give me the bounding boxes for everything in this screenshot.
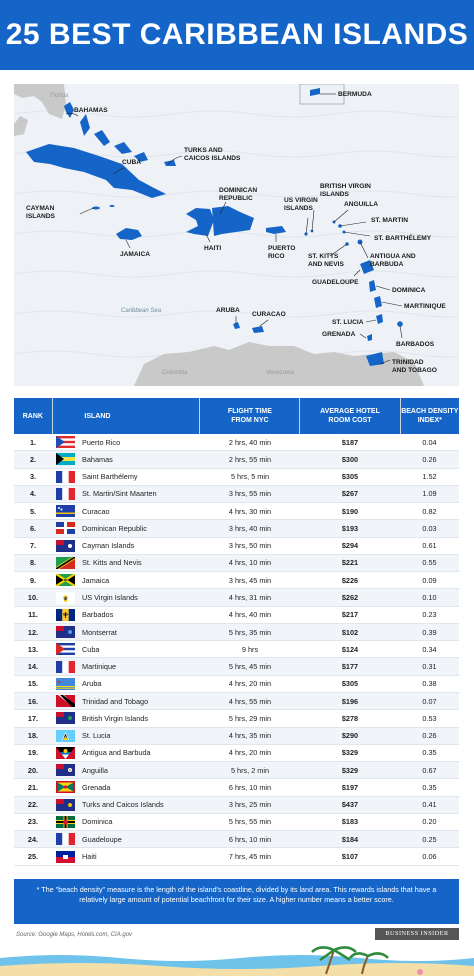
beach-density: 0.25 bbox=[422, 834, 437, 844]
france-flag-icon bbox=[56, 833, 75, 845]
table-row bbox=[14, 434, 459, 451]
beach-density-note: * The "beach density" measure is the length of the island's coastline, divided by its land area. This rewards islands that have a relatively large amount of potential beachfront for their size. A higher number means a better score. bbox=[14, 879, 459, 924]
flag-cell bbox=[52, 505, 78, 517]
hotel-cost: $187 bbox=[341, 437, 359, 447]
beach-density: 0.38 bbox=[422, 679, 437, 689]
usvi-label-2: ISLANDS bbox=[284, 205, 313, 212]
island-name: Curacao bbox=[82, 506, 110, 516]
island-name: Dominican Republic bbox=[82, 523, 147, 533]
barbados-label: BARBADOS bbox=[396, 341, 435, 348]
header-flight-line2: FROM NYC bbox=[231, 417, 269, 424]
beach-density: 0.41 bbox=[422, 800, 437, 810]
jamaica-label: JAMAICA bbox=[120, 251, 151, 258]
island-name: Turks and Caicos Islands bbox=[82, 800, 164, 810]
antigua-label-2: BARBUDA bbox=[370, 261, 404, 268]
cayman-flag-icon bbox=[56, 540, 75, 552]
flight-time: 5 hrs, 29 min bbox=[228, 713, 272, 723]
table-row bbox=[14, 710, 459, 727]
beach-density: 0.20 bbox=[422, 817, 437, 827]
island-name: Grenada bbox=[82, 782, 111, 792]
rank-cell: 20. bbox=[27, 765, 39, 775]
flight-time: 4 hrs, 20 min bbox=[228, 679, 272, 689]
flight-time: 5 hrs, 2 min bbox=[230, 765, 270, 775]
island-name: Cayman Islands bbox=[82, 541, 135, 551]
table-header bbox=[14, 398, 459, 434]
flag-cell bbox=[52, 833, 78, 845]
haiti-label: HAITI bbox=[204, 245, 222, 252]
table-row bbox=[14, 503, 459, 520]
flight-time: 3 hrs, 25 min bbox=[228, 800, 272, 810]
flag-cell bbox=[52, 540, 78, 552]
header-flight-line1: FLIGHT TIME bbox=[227, 408, 272, 415]
flight-time: 4 hrs, 10 min bbox=[228, 558, 272, 568]
beach-density: 0.35 bbox=[422, 782, 437, 792]
puerto-rico-label-2: RICO bbox=[268, 253, 285, 260]
rank-cell: 22. bbox=[27, 800, 39, 810]
flag-cell bbox=[52, 781, 78, 793]
island-name: Anguilla bbox=[82, 765, 108, 775]
table-row bbox=[14, 831, 459, 848]
antigua-label-1: ANTIGUA AND bbox=[370, 253, 416, 260]
cayman-shape-2 bbox=[110, 205, 115, 207]
cuba-label: CUBA bbox=[122, 159, 142, 166]
flight-time: 5 hrs, 45 min bbox=[228, 662, 272, 672]
hotel-cost: $197 bbox=[341, 782, 359, 792]
hotel-cost: $329 bbox=[341, 748, 359, 758]
bermuda-label: BERMUDA bbox=[338, 91, 372, 98]
table-row bbox=[14, 745, 459, 762]
flight-time: 4 hrs, 31 min bbox=[228, 593, 272, 603]
island-name: Antigua and Barbuda bbox=[82, 748, 151, 758]
hotel-cost: $196 bbox=[341, 696, 359, 706]
pr-flag-icon bbox=[56, 436, 75, 448]
beach-footer bbox=[0, 944, 474, 976]
header-rank: RANK bbox=[22, 412, 43, 420]
aruba-label: ARUBA bbox=[216, 307, 240, 314]
hotel-cost: $290 bbox=[341, 731, 359, 741]
table-row bbox=[14, 486, 459, 503]
flag-cell bbox=[52, 712, 78, 724]
beach-density: 1.52 bbox=[422, 472, 437, 482]
flag-cell bbox=[52, 678, 78, 690]
caribbean-map bbox=[14, 84, 459, 386]
table-row bbox=[14, 451, 459, 468]
island-name: Guadeloupe bbox=[82, 834, 122, 844]
flight-time: 4 hrs, 55 min bbox=[228, 696, 272, 706]
table-row bbox=[14, 555, 459, 572]
flight-time: 9 hrs bbox=[241, 644, 259, 654]
island-name: St. Lucia bbox=[82, 731, 111, 741]
flight-time: 3 hrs, 45 min bbox=[228, 575, 272, 585]
hotel-cost: $107 bbox=[341, 852, 359, 861]
hotel-cost: $190 bbox=[341, 506, 359, 516]
island-name: Haiti bbox=[82, 852, 97, 861]
hotel-cost: $102 bbox=[341, 627, 359, 637]
rank-cell: 9. bbox=[29, 575, 37, 585]
martinique-label: MARTINIQUE bbox=[404, 303, 446, 310]
beach-density: 0.31 bbox=[422, 662, 437, 672]
rank-cell: 23. bbox=[27, 817, 39, 827]
hotel-cost: $221 bbox=[341, 558, 359, 568]
bvi-label-1: BRITISH VIRGIN bbox=[320, 183, 371, 190]
table-row bbox=[14, 728, 459, 745]
antigua-flag-icon bbox=[56, 747, 75, 759]
beach-density: 0.34 bbox=[422, 644, 437, 654]
france-flag-icon bbox=[56, 488, 75, 500]
table-row bbox=[14, 641, 459, 658]
rank-cell: 18. bbox=[27, 731, 39, 741]
table-row bbox=[14, 762, 459, 779]
beach-density: 0.67 bbox=[422, 765, 437, 775]
aruba-flag-icon bbox=[56, 678, 75, 690]
table-body bbox=[14, 434, 459, 866]
flag-cell bbox=[52, 574, 78, 586]
table-row bbox=[14, 538, 459, 555]
flag-cell bbox=[52, 609, 78, 621]
beach-density: 0.06 bbox=[422, 852, 437, 861]
rank-cell: 1. bbox=[29, 437, 37, 447]
hotel-cost: $193 bbox=[341, 523, 359, 533]
dominica-flag-icon bbox=[56, 816, 75, 828]
stlucia-flag-icon bbox=[56, 730, 75, 742]
hotel-cost: $294 bbox=[341, 541, 359, 551]
kitts-label-1: ST. KITTS bbox=[308, 253, 339, 260]
table-row bbox=[14, 607, 459, 624]
bahamas-flag-icon bbox=[56, 453, 75, 465]
island-name: Jamaica bbox=[82, 575, 110, 585]
table-row bbox=[14, 676, 459, 693]
island-name: Montserrat bbox=[82, 627, 117, 637]
header-beach bbox=[401, 407, 459, 425]
rank-cell: 5. bbox=[29, 506, 37, 516]
hotel-cost: $437 bbox=[341, 800, 359, 810]
rank-cell: 3. bbox=[29, 472, 37, 482]
rank-cell: 4. bbox=[29, 489, 37, 499]
island-name: St. Kitts and Nevis bbox=[82, 558, 142, 568]
table-row bbox=[14, 814, 459, 831]
flight-time: 6 hrs, 10 min bbox=[228, 834, 272, 844]
kitts-flag-icon bbox=[56, 557, 75, 569]
bvi-flag-icon bbox=[56, 712, 75, 724]
rank-cell: 15. bbox=[27, 679, 39, 689]
island-name: Cuba bbox=[82, 644, 100, 654]
header-divider bbox=[52, 398, 53, 434]
cayman-label-1: CAYMAN bbox=[26, 205, 55, 212]
rank-cell: 25. bbox=[27, 852, 39, 861]
page-title: 25 BEST CARIBBEAN ISLANDS bbox=[5, 18, 469, 51]
flight-time: 2 hrs, 55 min bbox=[228, 454, 272, 464]
barbados-flag-icon bbox=[56, 609, 75, 621]
anguilla-flag-icon bbox=[56, 764, 75, 776]
beach-density: 0.53 bbox=[422, 713, 437, 723]
france-flag-icon bbox=[56, 471, 75, 483]
trinidad-flag-icon bbox=[56, 695, 75, 707]
hotel-cost: $305 bbox=[341, 679, 359, 689]
beach-density: 0.10 bbox=[422, 593, 437, 603]
flight-time: 4 hrs, 20 min bbox=[228, 748, 272, 758]
hotel-cost: $183 bbox=[341, 817, 359, 827]
flag-cell bbox=[52, 799, 78, 811]
flag-cell bbox=[52, 471, 78, 483]
flight-time: 3 hrs, 50 min bbox=[228, 541, 272, 551]
hotel-cost: $305 bbox=[341, 472, 359, 482]
island-name: Martinique bbox=[82, 662, 117, 672]
flag-cell bbox=[52, 747, 78, 759]
curacao-flag-icon bbox=[56, 505, 75, 517]
beach-density: 0.61 bbox=[422, 541, 437, 551]
beach-density: 0.07 bbox=[422, 696, 437, 706]
hotel-cost: $300 bbox=[341, 454, 359, 464]
island-name: Trinidad and Tobago bbox=[82, 696, 149, 706]
header-flight bbox=[200, 407, 299, 425]
beach-density: 0.55 bbox=[422, 558, 437, 568]
guadeloupe-label: GUADELOUPE bbox=[312, 279, 359, 286]
island-name: Dominica bbox=[82, 817, 113, 827]
jamaica-flag-icon bbox=[56, 574, 75, 586]
st-martin-label: ST. MARTIN bbox=[371, 217, 408, 224]
dominican-label-2: REPUBLIC bbox=[219, 195, 253, 202]
beach-density: 0.82 bbox=[422, 506, 437, 516]
grenada-label: GRENADA bbox=[322, 331, 356, 338]
hotel-cost: $262 bbox=[341, 593, 359, 603]
hotel-cost: $226 bbox=[341, 575, 359, 585]
montserrat-flag-icon bbox=[56, 626, 75, 638]
flag-cell bbox=[52, 661, 78, 673]
flight-time: 6 hrs, 10 min bbox=[228, 782, 272, 792]
flag-cell bbox=[52, 851, 78, 863]
header-beach-line2: INDEX* bbox=[417, 417, 442, 424]
header-banner bbox=[0, 0, 474, 70]
venezuela-label: Venezuela bbox=[266, 370, 295, 376]
flight-time: 3 hrs, 40 min bbox=[228, 523, 272, 533]
flag-cell bbox=[52, 816, 78, 828]
rank-cell: 19. bbox=[27, 748, 39, 758]
island-name: British Virgin Islands bbox=[82, 713, 148, 723]
islands-table bbox=[14, 398, 459, 866]
island-name: Bahamas bbox=[82, 454, 113, 464]
island-name: St. Martin/Sint Maarten bbox=[82, 489, 157, 499]
table-row bbox=[14, 779, 459, 796]
rank-cell: 17. bbox=[27, 713, 39, 723]
st-lucia-label: ST. LUCIA bbox=[332, 319, 364, 326]
curacao-label: CURACAO bbox=[252, 311, 286, 318]
haiti-flag-icon bbox=[56, 851, 75, 863]
flight-time: 5 hrs, 5 min bbox=[230, 472, 270, 482]
header-beach-line1: BEACH DENSITY bbox=[401, 408, 459, 415]
trinidad-label-1: TRINIDAD bbox=[392, 359, 424, 366]
caribbean-sea-label: Caribbean Sea bbox=[121, 308, 162, 314]
st-barth-label: ST. BARTHÉLEMY bbox=[374, 235, 432, 242]
flag-cell bbox=[52, 764, 78, 776]
flag-cell bbox=[52, 436, 78, 448]
hotel-cost: $278 bbox=[341, 713, 359, 723]
hotel-cost: $177 bbox=[341, 662, 359, 672]
island-name: Saint Barthélemy bbox=[82, 472, 138, 482]
beach-density: 1.09 bbox=[422, 489, 437, 499]
turks-label-1: TURKS AND bbox=[184, 147, 223, 154]
rank-cell: 13. bbox=[27, 644, 39, 654]
france-flag-icon bbox=[56, 661, 75, 673]
rank-cell: 7. bbox=[29, 541, 37, 551]
flight-time: 4 hrs, 40 min bbox=[228, 610, 272, 620]
island-name: Aruba bbox=[82, 679, 102, 689]
flight-time: 5 hrs, 55 min bbox=[228, 817, 272, 827]
rank-cell: 6. bbox=[29, 523, 37, 533]
table-row bbox=[14, 658, 459, 675]
flag-cell bbox=[52, 695, 78, 707]
cayman-label-2: ISLANDS bbox=[26, 213, 55, 220]
flight-time: 3 hrs, 55 min bbox=[228, 489, 272, 499]
table-row bbox=[14, 520, 459, 537]
starfish bbox=[417, 969, 423, 975]
flag-cell bbox=[52, 522, 78, 534]
flag-cell bbox=[52, 488, 78, 500]
usvi-flag-icon bbox=[56, 592, 75, 604]
turks-flag-icon bbox=[56, 799, 75, 811]
table-row bbox=[14, 797, 459, 814]
header-cost-line1: AVERAGE HOTEL bbox=[320, 408, 380, 415]
hotel-cost: $267 bbox=[341, 489, 359, 499]
rank-cell: 11. bbox=[28, 610, 38, 620]
hotel-cost: $329 bbox=[341, 765, 359, 775]
header-island: ISLAND bbox=[84, 412, 111, 420]
flight-time: 7 hrs, 45 min bbox=[228, 852, 272, 861]
flight-time: 4 hrs, 30 min bbox=[228, 506, 272, 516]
beach-density: 0.09 bbox=[422, 575, 437, 585]
table-row bbox=[14, 589, 459, 606]
table-row bbox=[14, 693, 459, 710]
dominicanrep-flag-icon bbox=[56, 522, 75, 534]
hotel-cost: $124 bbox=[341, 644, 359, 654]
barbados-shape bbox=[397, 321, 403, 327]
map-svg bbox=[14, 84, 459, 386]
bvi-label-2: ISLANDS bbox=[320, 191, 349, 198]
beach-density: 0.03 bbox=[422, 523, 437, 533]
table-row bbox=[14, 469, 459, 486]
rank-cell: 24. bbox=[27, 834, 39, 844]
table-row bbox=[14, 848, 459, 865]
rank-cell: 10. bbox=[27, 593, 39, 603]
source-credit: Source: Google Maps, Hotels.com, CIA.gov bbox=[16, 932, 133, 938]
cuba-flag-icon bbox=[56, 643, 75, 655]
kitts-label-2: AND NEVIS bbox=[308, 261, 344, 268]
flag-cell bbox=[52, 557, 78, 569]
flag-cell bbox=[52, 730, 78, 742]
table-row bbox=[14, 624, 459, 641]
beach-density: 0.26 bbox=[422, 454, 437, 464]
puerto-rico-label-1: PUERTO bbox=[268, 245, 296, 252]
anguilla-label: ANGUILLA bbox=[344, 201, 379, 208]
beach-density: 0.26 bbox=[422, 731, 437, 741]
grenada-flag-icon bbox=[56, 781, 75, 793]
island-name: Barbados bbox=[82, 610, 114, 620]
rank-cell: 8. bbox=[29, 558, 37, 568]
flight-time: 5 hrs, 35 min bbox=[228, 627, 272, 637]
business-insider-logo: BUSINESS INSIDER bbox=[375, 928, 459, 940]
dominica-label: DOMINICA bbox=[392, 287, 426, 294]
bahamas-label: BAHAMAS bbox=[74, 107, 108, 114]
trinidad-label-2: AND TOBAGO bbox=[392, 367, 437, 374]
rank-cell: 16. bbox=[27, 696, 39, 706]
table-row bbox=[14, 572, 459, 589]
rank-cell: 12. bbox=[27, 627, 39, 637]
flag-cell bbox=[52, 643, 78, 655]
island-name: US Virgin Islands bbox=[82, 593, 138, 603]
dominican-label-1: DOMINICAN bbox=[219, 187, 258, 194]
turks-label-2: CAICOS ISLANDS bbox=[184, 155, 241, 162]
beach-density: 0.23 bbox=[422, 610, 437, 620]
hotel-cost: $184 bbox=[341, 834, 359, 844]
rank-cell: 21. bbox=[27, 782, 39, 792]
flag-cell bbox=[52, 626, 78, 638]
rank-cell: 14. bbox=[27, 662, 39, 672]
beach-density: 0.35 bbox=[422, 748, 437, 758]
island-name: Puerto Rico bbox=[82, 437, 121, 447]
header-cost-line2: ROOM COST bbox=[328, 417, 372, 424]
beach-density: 0.39 bbox=[422, 627, 437, 637]
flight-time: 4 hrs, 35 min bbox=[228, 731, 272, 741]
header-cost bbox=[300, 407, 399, 425]
flight-time: 2 hrs, 40 min bbox=[228, 437, 272, 447]
usvi-label-1: US VIRGIN bbox=[284, 197, 318, 204]
flag-cell bbox=[52, 453, 78, 465]
rank-cell: 2. bbox=[29, 454, 37, 464]
flag-cell bbox=[52, 592, 78, 604]
hotel-cost: $217 bbox=[341, 610, 359, 620]
colombia-label: Colombia bbox=[162, 370, 188, 376]
florida-label: Florida bbox=[50, 93, 69, 99]
beach-density: 0.04 bbox=[422, 437, 437, 447]
